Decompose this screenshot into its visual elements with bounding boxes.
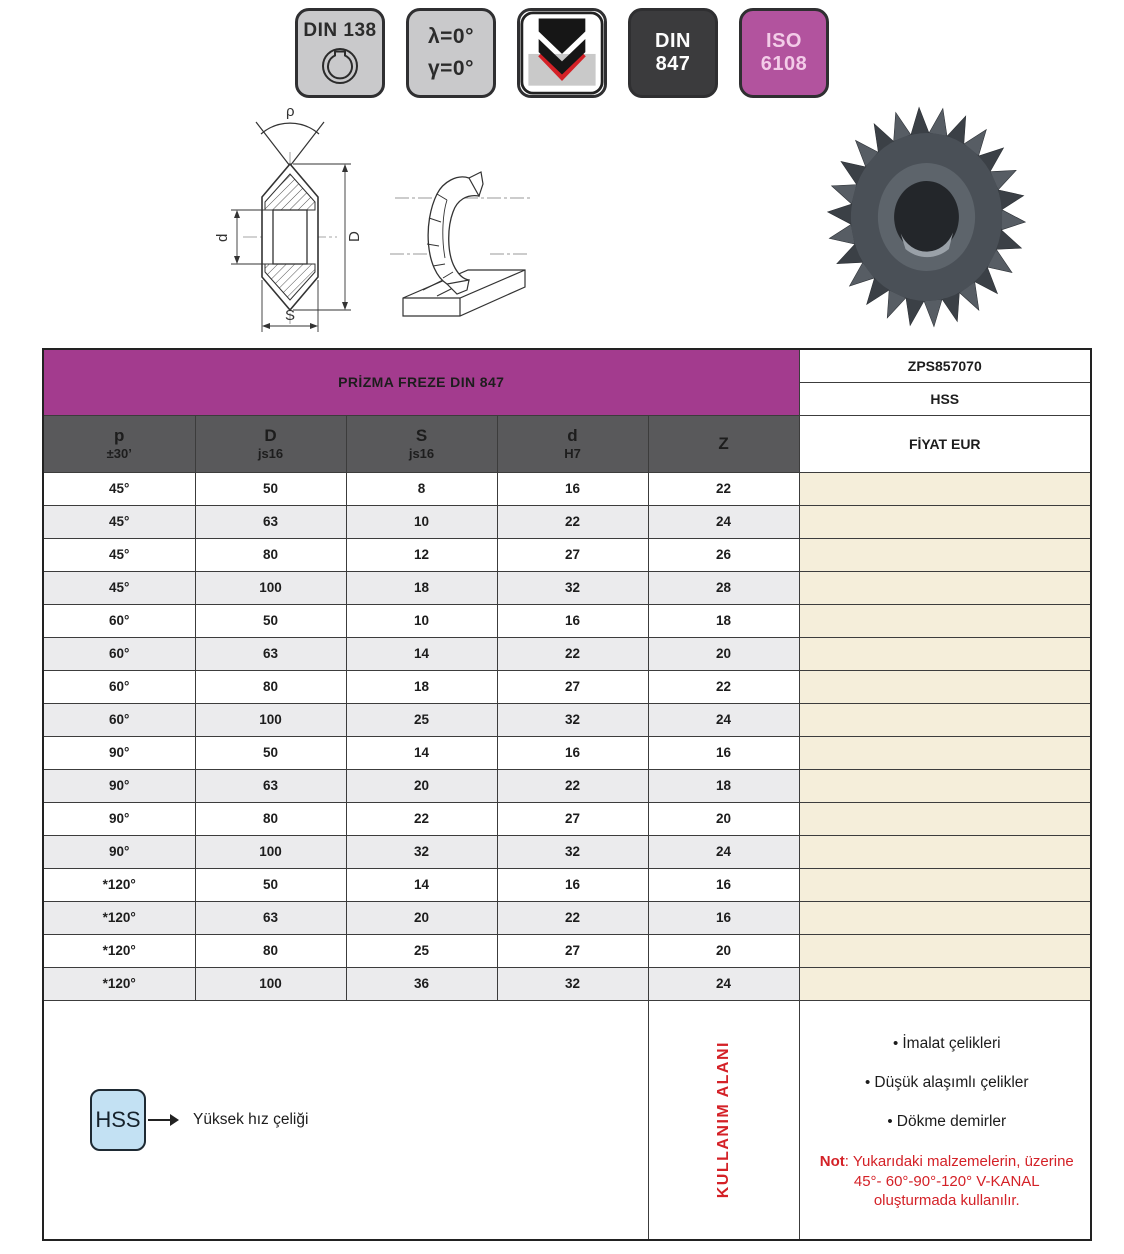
table-cell: 45° <box>43 571 195 604</box>
column-header-D: D js16 <box>195 415 346 472</box>
table-cell: 60° <box>43 604 195 637</box>
table-cell: 60° <box>43 637 195 670</box>
technical-drawing <box>185 102 545 349</box>
price-cell <box>799 901 1091 934</box>
usage-area-vertical-label: KULLANIM ALANI <box>714 1041 732 1199</box>
table-row <box>43 967 1091 1000</box>
table-cell: 80 <box>195 538 346 571</box>
table-cell: 24 <box>648 835 799 868</box>
usage-area-label-cell <box>648 1000 799 1240</box>
standards-badge-row <box>295 8 829 98</box>
table-cell: *120° <box>43 901 195 934</box>
table-cell: 16 <box>648 868 799 901</box>
price-cell <box>799 934 1091 967</box>
hss-description: Yüksek hız çeliği <box>193 1110 309 1128</box>
table-cell: 63 <box>195 637 346 670</box>
table-cell: *120° <box>43 868 195 901</box>
table-cell: 16 <box>648 901 799 934</box>
iso-6108-line2: 6108 <box>760 53 808 75</box>
table-row <box>43 703 1091 736</box>
table-row <box>43 868 1091 901</box>
table-cell: 14 <box>346 637 497 670</box>
table-row <box>43 472 1091 505</box>
table-cell: 50 <box>195 604 346 637</box>
price-cell <box>799 703 1091 736</box>
table-cell: 24 <box>648 505 799 538</box>
table-cell: 100 <box>195 967 346 1000</box>
material-label: HSS <box>799 382 1091 415</box>
table-cell: 80 <box>195 670 346 703</box>
usage-note-label: Not <box>819 1153 845 1170</box>
price-cell <box>799 736 1091 769</box>
table-cell: 32 <box>497 835 648 868</box>
table-cell: 10 <box>346 505 497 538</box>
table-cell: 22 <box>497 505 648 538</box>
arrow-right-icon <box>148 1114 179 1126</box>
table-cell: 16 <box>497 736 648 769</box>
table-cell: 22 <box>497 769 648 802</box>
column-header-Z: Z <box>648 415 799 472</box>
usage-item: • Düşük alaşımlı çelikler <box>818 1074 1077 1092</box>
product-title: PRİZMA FREZE DIN 847 <box>43 349 799 415</box>
hss-legend <box>90 1089 648 1151</box>
hss-badge: HSS <box>90 1089 146 1151</box>
table-cell: 18 <box>346 571 497 604</box>
table-row <box>43 835 1091 868</box>
table-cell: 50 <box>195 472 346 505</box>
column-header-S: S js16 <box>346 415 497 472</box>
table-cell: 80 <box>195 934 346 967</box>
table-row <box>43 604 1091 637</box>
table-cell: 63 <box>195 901 346 934</box>
price-column-header: FİYAT EUR <box>799 415 1091 472</box>
price-cell <box>799 967 1091 1000</box>
table-cell: 80 <box>195 802 346 835</box>
table-cell: 22 <box>648 472 799 505</box>
lambda-angle-label: λ=0° <box>427 24 475 48</box>
table-cell: 63 <box>195 769 346 802</box>
table-cell: 27 <box>497 538 648 571</box>
din-847-badge <box>628 8 718 98</box>
table-cell: 16 <box>497 472 648 505</box>
v-groove-icon <box>520 11 604 95</box>
table-cell: 90° <box>43 835 195 868</box>
table-cell: 18 <box>648 604 799 637</box>
table-cell: 16 <box>648 736 799 769</box>
dim-rho-label: ρ <box>286 103 295 120</box>
usage-area-cell <box>799 1000 1091 1240</box>
table-cell: 27 <box>497 934 648 967</box>
price-cell <box>799 868 1091 901</box>
table-cell: 22 <box>497 637 648 670</box>
table-cell: 10 <box>346 604 497 637</box>
table-cell: 18 <box>648 769 799 802</box>
price-cell <box>799 472 1091 505</box>
table-cell: 32 <box>346 835 497 868</box>
usage-item: • Dökme demirler <box>818 1113 1077 1131</box>
table-cell: 32 <box>497 967 648 1000</box>
table-row <box>43 505 1091 538</box>
table-cell: 45° <box>43 472 195 505</box>
price-cell <box>799 604 1091 637</box>
v-groove-badge <box>517 8 607 98</box>
din-847-line2: 847 <box>655 53 691 75</box>
table-row <box>43 802 1091 835</box>
table-cell: 32 <box>497 571 648 604</box>
price-cell <box>799 802 1091 835</box>
iso-6108-line1: ISO <box>766 30 802 52</box>
table-cell: 45° <box>43 538 195 571</box>
price-cell <box>799 571 1091 604</box>
table-cell: 32 <box>497 703 648 736</box>
price-cell <box>799 505 1091 538</box>
table-cell: 14 <box>346 868 497 901</box>
price-cell <box>799 538 1091 571</box>
table-row <box>43 670 1091 703</box>
table-cell: 16 <box>497 604 648 637</box>
usage-note <box>818 1152 1077 1211</box>
table-row <box>43 637 1091 670</box>
iso-6108-badge <box>739 8 829 98</box>
column-header-p: p ±30’ <box>43 415 195 472</box>
table-cell: 27 <box>497 802 648 835</box>
table-cell: 20 <box>648 802 799 835</box>
table-cell: 20 <box>346 901 497 934</box>
usage-list <box>818 1035 1077 1131</box>
table-cell: 24 <box>648 703 799 736</box>
usage-note-text: : Yukarıdaki malzemelerin, üzerine 45°- 60°-90°-120° V-KANAL oluşturmada kullanılır. <box>844 1153 1074 1209</box>
usage-item: • İmalat çelikleri <box>818 1035 1077 1053</box>
dim-d-label: d <box>214 233 231 242</box>
table-cell: 27 <box>497 670 648 703</box>
din-138-badge <box>295 8 385 98</box>
product-code: ZPS857070 <box>799 349 1091 382</box>
bore-keyway-icon <box>318 42 362 86</box>
gamma-angle-label: γ=0° <box>427 57 475 80</box>
table-cell: *120° <box>43 934 195 967</box>
table-cell: 20 <box>648 637 799 670</box>
table-cell: 8 <box>346 472 497 505</box>
price-cell <box>799 835 1091 868</box>
dim-D-label: D <box>346 231 363 242</box>
table-cell: 20 <box>648 934 799 967</box>
din-847-line1: DIN <box>655 30 691 52</box>
price-cell <box>799 769 1091 802</box>
table-cell: 14 <box>346 736 497 769</box>
table-cell: 28 <box>648 571 799 604</box>
table-cell: 100 <box>195 571 346 604</box>
table-row <box>43 538 1091 571</box>
table-row <box>43 934 1091 967</box>
table-cell: 22 <box>346 802 497 835</box>
table-cell: 22 <box>497 901 648 934</box>
rake-angle-badge <box>406 8 496 98</box>
table-cell: 90° <box>43 736 195 769</box>
table-cell: 25 <box>346 934 497 967</box>
dim-S-label: S <box>285 307 296 324</box>
table-cell: 26 <box>648 538 799 571</box>
table-cell: 22 <box>648 670 799 703</box>
milling-cutter-photo <box>795 95 1065 350</box>
table-cell: 16 <box>497 868 648 901</box>
table-cell: 100 <box>195 835 346 868</box>
price-cell <box>799 670 1091 703</box>
table-cell: 18 <box>346 670 497 703</box>
table-cell: 12 <box>346 538 497 571</box>
table-cell: 100 <box>195 703 346 736</box>
table-cell: 90° <box>43 769 195 802</box>
table-cell: 25 <box>346 703 497 736</box>
table-cell: 63 <box>195 505 346 538</box>
table-cell: 45° <box>43 505 195 538</box>
table-cell: 36 <box>346 967 497 1000</box>
table-cell: 50 <box>195 736 346 769</box>
table-cell: 60° <box>43 703 195 736</box>
column-header-d: d H7 <box>497 415 648 472</box>
table-cell: 60° <box>43 670 195 703</box>
din-138-label: DIN 138 <box>303 20 377 42</box>
price-cell <box>799 637 1091 670</box>
table-cell: 24 <box>648 967 799 1000</box>
table-cell: 20 <box>346 769 497 802</box>
legend-cell <box>43 1000 648 1240</box>
table-row <box>43 769 1091 802</box>
table-cell: 90° <box>43 802 195 835</box>
spec-table <box>42 348 1092 1241</box>
table-row <box>43 571 1091 604</box>
table-cell: 50 <box>195 868 346 901</box>
table-cell: *120° <box>43 967 195 1000</box>
table-row <box>43 901 1091 934</box>
table-row <box>43 736 1091 769</box>
